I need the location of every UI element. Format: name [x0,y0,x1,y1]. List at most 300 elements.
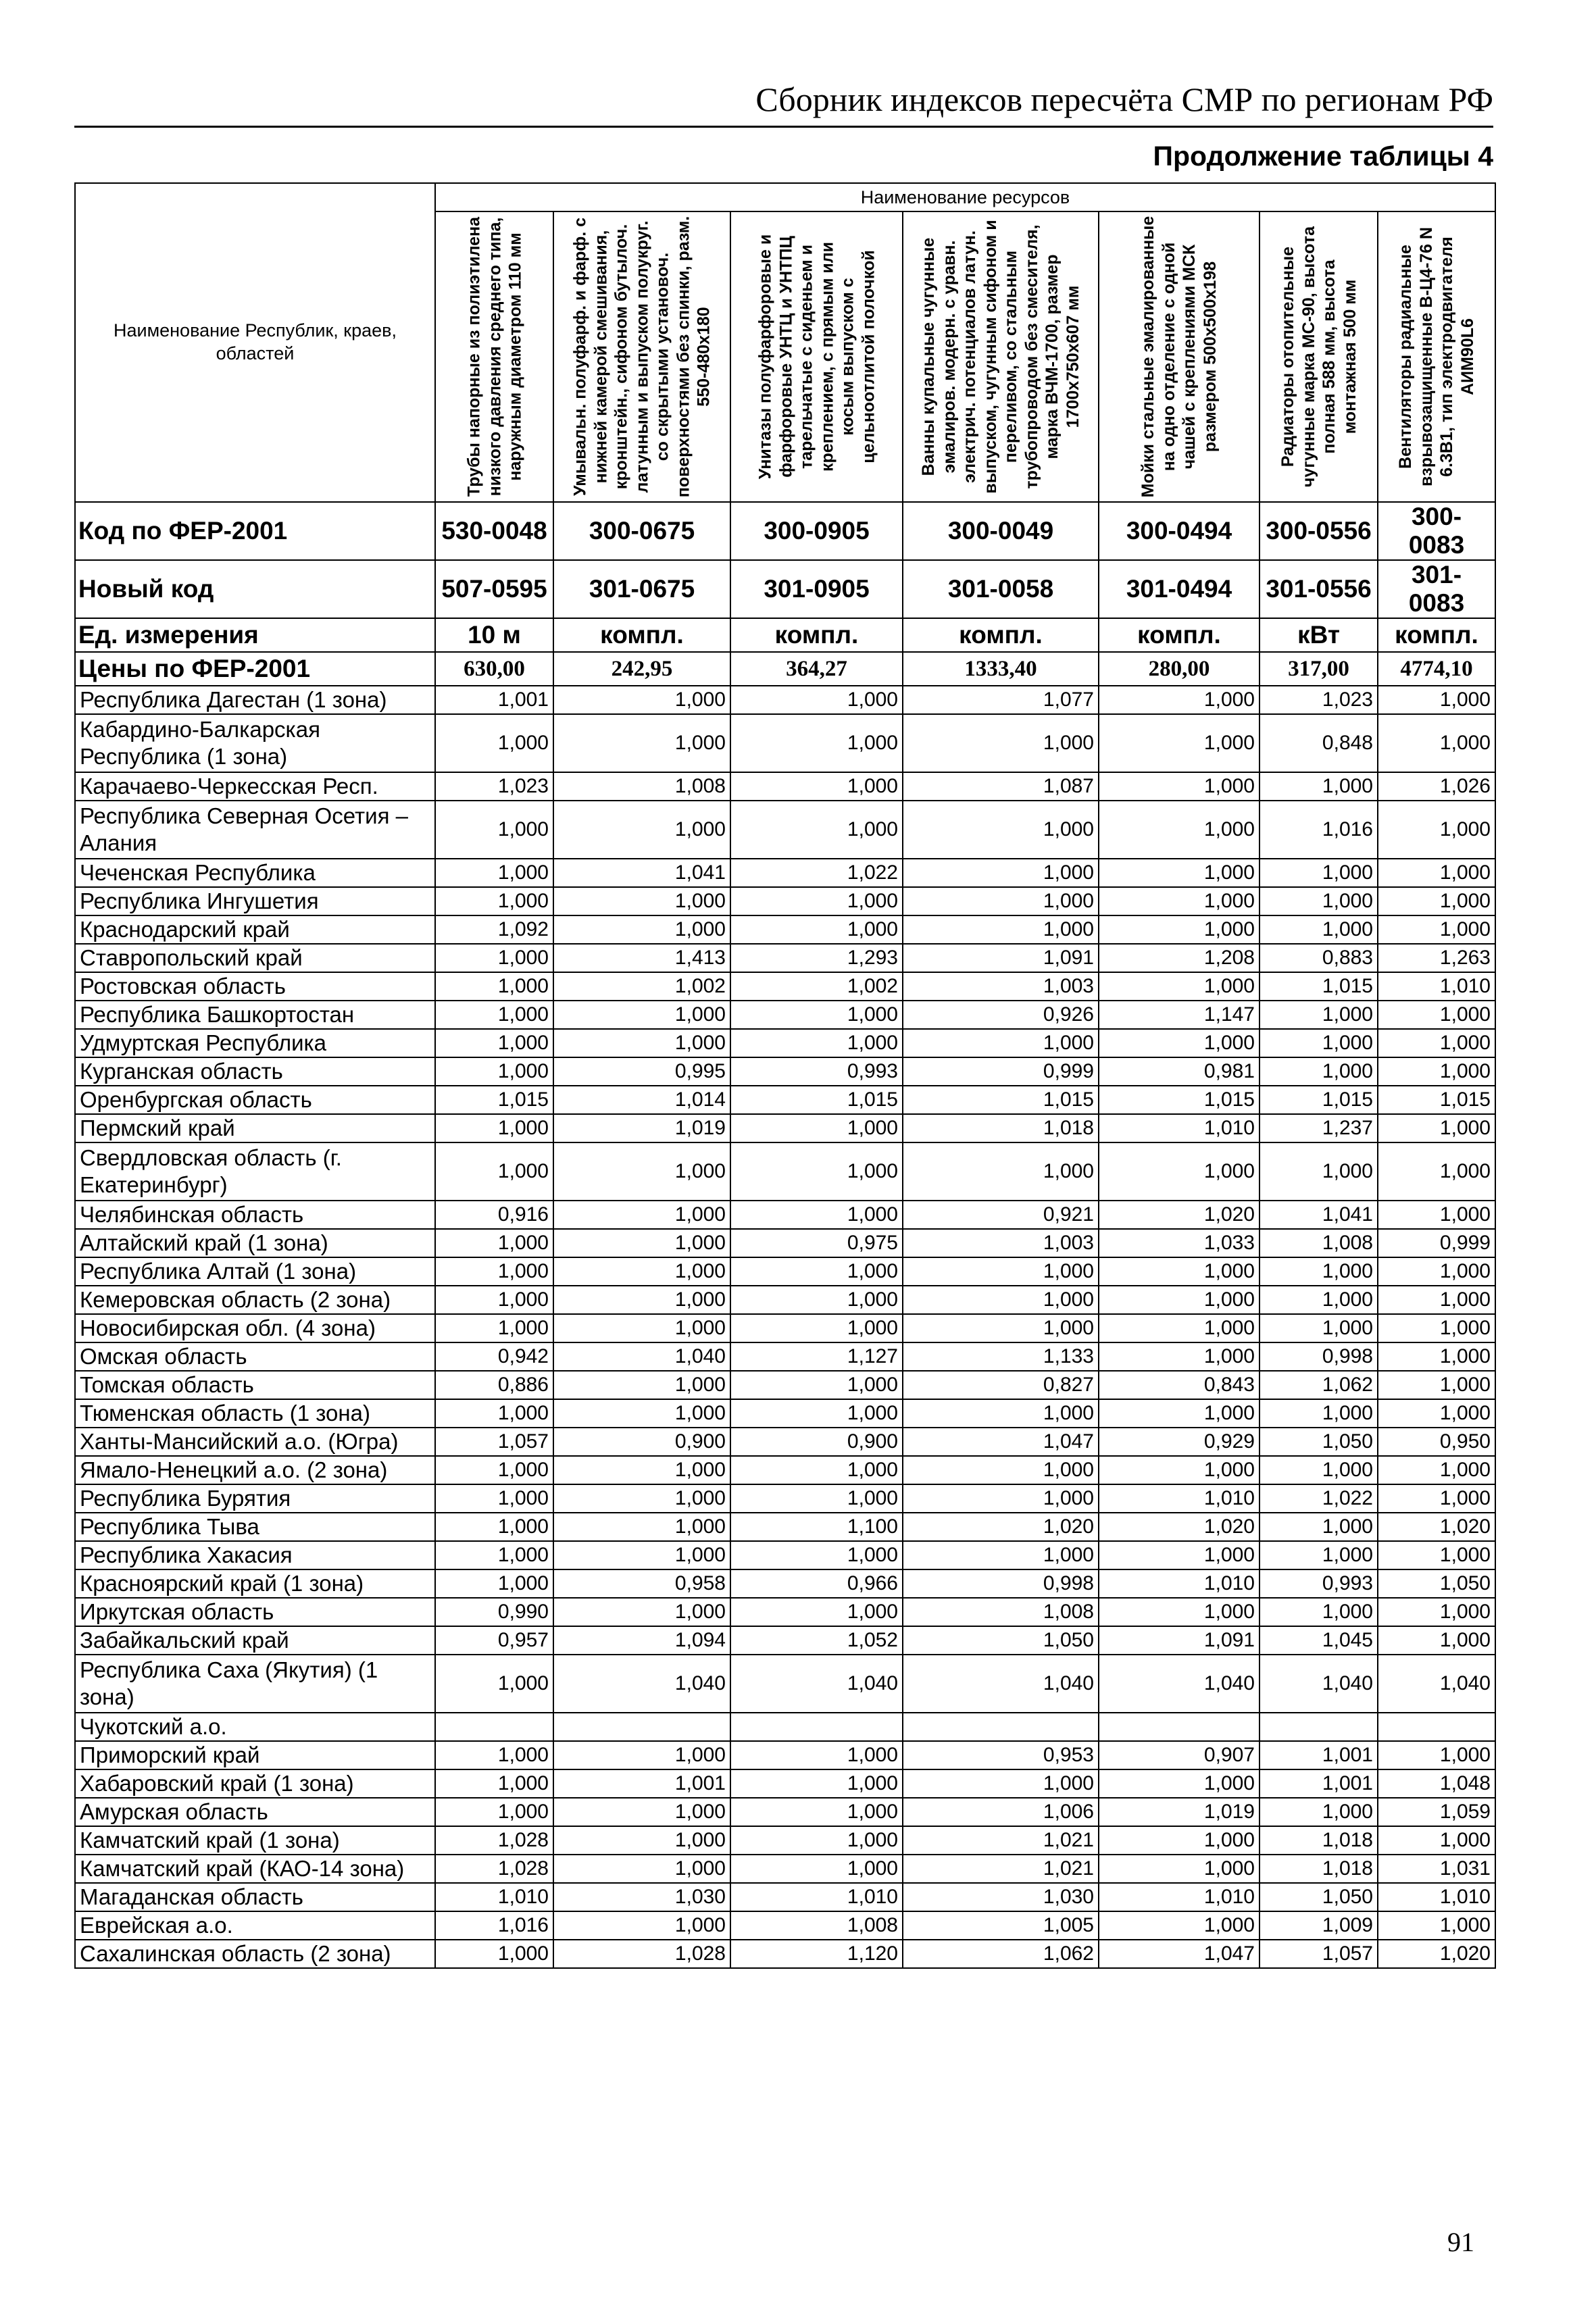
index-value: 1,000 [435,887,553,915]
table-row [75,1798,1495,1826]
index-value: 1,000 [553,1513,730,1541]
index-value: 1,000 [1260,1286,1378,1314]
index-value: 1,045 [1260,1626,1378,1655]
index-value: 1,010 [435,1883,553,1911]
index-value: 1,001 [1260,1741,1378,1769]
table-row [75,1713,1495,1741]
index-value: 1,000 [1378,1114,1495,1142]
region-name: Курганская область [75,1057,435,1086]
table-row [75,1741,1495,1769]
index-value: 1,062 [903,1940,1099,1968]
index-table-container [74,182,1496,1969]
table-row [75,1655,1495,1713]
meta-value: 301-0494 [1099,560,1260,618]
table-row [75,859,1495,887]
index-value: 1,000 [730,1798,903,1826]
index-value [1260,1713,1378,1741]
index-value: 1,293 [730,944,903,972]
index-value: 1,413 [553,944,730,972]
index-value: 1,000 [1099,1399,1260,1428]
index-value: 1,000 [435,1940,553,1968]
index-value: 1,000 [435,1257,553,1286]
index-value: 1,050 [1260,1883,1378,1911]
index-value: 1,020 [1099,1513,1260,1541]
index-value: 1,015 [1260,972,1378,1001]
index-value: 1,040 [1260,1655,1378,1713]
index-value: 1,040 [1378,1655,1495,1713]
resource-column-header [553,211,730,502]
region-name: Челябинская область [75,1201,435,1229]
index-value: 1,000 [435,1029,553,1057]
index-value: 0,921 [903,1201,1099,1229]
meta-value: 301-0083 [1378,560,1495,618]
index-value: 1,019 [1099,1798,1260,1826]
index-value: 1,000 [1378,1057,1495,1086]
meta-value: кВт [1260,618,1378,652]
index-value: 1,008 [903,1598,1099,1626]
index-value: 1,000 [435,1142,553,1201]
index-value: 1,000 [435,1286,553,1314]
index-value: 1,127 [730,1342,903,1371]
index-value: 1,002 [553,972,730,1001]
index-value: 1,000 [1378,1371,1495,1399]
resource-column-header [1378,211,1495,502]
index-value: 1,000 [903,1769,1099,1798]
index-value: 1,000 [435,1569,553,1598]
region-name: Республика Тыва [75,1513,435,1541]
index-value: 1,094 [553,1626,730,1655]
index-value: 1,000 [435,1001,553,1029]
index-value: 1,000 [1099,915,1260,944]
region-name: Оренбургская область [75,1086,435,1114]
meta-value: компл. [1099,618,1260,652]
index-value: 0,926 [903,1001,1099,1029]
index-value: 1,000 [903,859,1099,887]
meta-value: 300-0083 [1378,502,1495,560]
index-value: 1,000 [730,1741,903,1769]
index-value: 1,052 [730,1626,903,1655]
index-value: 1,000 [1378,1456,1495,1484]
index-value: 1,018 [1260,1855,1378,1883]
index-value: 1,000 [1260,859,1378,887]
meta-value: 630,00 [435,652,553,686]
index-value: 1,000 [903,801,1099,859]
region-name: Тюменская область (1 зона) [75,1399,435,1428]
index-value: 1,026 [1378,772,1495,801]
table-row [75,1057,1495,1086]
index-value: 1,000 [553,686,730,714]
table-row [75,1484,1495,1513]
index-value [435,1713,553,1741]
index-value: 1,015 [1099,1086,1260,1114]
index-value: 0,900 [553,1428,730,1456]
region-name: Сахалинская область (2 зона) [75,1940,435,1968]
table-row [75,887,1495,915]
index-value: 1,000 [1260,887,1378,915]
index-value: 1,000 [903,1484,1099,1513]
index-value: 1,000 [1378,801,1495,859]
index-value: 0,958 [553,1569,730,1598]
index-value: 1,000 [1099,1314,1260,1342]
index-value: 1,000 [1260,915,1378,944]
index-value: 1,000 [730,1257,903,1286]
region-column-header: Наименование Республик, краев, областей [75,183,435,502]
index-value: 1,000 [1099,772,1260,801]
table-row [75,1142,1495,1201]
resource-column-title: Унитазы полуфарфоровые и фарфоровые УНТЦ и УНТПЦ тарельчатые с сиденьем и креплением, с прямым или косым выпуском с цельноотлитой полочкой [755,234,878,480]
index-value: 1,000 [553,1399,730,1428]
new-code-row [75,560,1495,618]
index-value: 1,002 [730,972,903,1001]
meta-value: 242,95 [553,652,730,686]
index-value: 1,077 [903,686,1099,714]
collection-title: Сборник индексов пересчёта СМР по регионам РФ [755,80,1493,118]
index-value: 1,091 [903,944,1099,972]
region-name: Краснодарский край [75,915,435,944]
index-value: 1,000 [1260,1029,1378,1057]
index-value: 1,000 [553,1229,730,1257]
table-row [75,1598,1495,1626]
region-name: Свердловская область (г. Екатеринбург) [75,1142,435,1201]
index-value: 0,907 [1099,1741,1260,1769]
index-value: 0,950 [1378,1428,1495,1456]
index-value: 1,000 [1099,1541,1260,1569]
index-value: 1,000 [1099,686,1260,714]
index-value: 1,000 [1260,1598,1378,1626]
index-value: 0,999 [903,1057,1099,1086]
index-value: 0,990 [435,1598,553,1626]
table-row [75,1314,1495,1342]
index-value: 1,000 [553,1001,730,1029]
meta-value: компл. [553,618,730,652]
price-row [75,652,1495,686]
index-value: 1,000 [1260,1001,1378,1029]
index-value: 1,050 [903,1626,1099,1655]
index-value: 1,087 [903,772,1099,801]
meta-value: 364,27 [730,652,903,686]
index-value: 1,010 [1099,1484,1260,1513]
region-name: Республика Бурятия [75,1484,435,1513]
region-name: Магаданская область [75,1883,435,1911]
table-row [75,1399,1495,1428]
index-value: 1,000 [435,1655,553,1713]
index-value: 1,000 [730,1001,903,1029]
index-value: 0,999 [1378,1229,1495,1257]
index-value: 1,000 [730,915,903,944]
index-value: 1,000 [435,1314,553,1342]
index-value: 1,016 [435,1911,553,1940]
region-name: Кабардино-Балкарская Республика (1 зона) [75,714,435,772]
index-value: 1,028 [553,1940,730,1968]
index-value: 1,000 [730,1826,903,1855]
meta-value: компл. [903,618,1099,652]
region-name: Чеченская Республика [75,859,435,887]
region-name: Еврейская а.о. [75,1911,435,1940]
index-value: 1,000 [435,714,553,772]
table-row [75,1086,1495,1114]
table-row [75,972,1495,1001]
meta-value: 10 м [435,618,553,652]
index-value: 1,208 [1099,944,1260,972]
index-value: 1,000 [553,1484,730,1513]
index-value: 1,000 [553,1826,730,1855]
index-value: 0,957 [435,1626,553,1655]
index-value: 1,000 [1378,1257,1495,1286]
index-value: 1,010 [1099,1883,1260,1911]
index-value: 1,133 [903,1342,1099,1371]
region-name: Хабаровский край (1 зона) [75,1769,435,1798]
region-name: Новосибирская обл. (4 зона) [75,1314,435,1342]
index-value: 1,000 [1099,1911,1260,1940]
meta-label: Новый код [75,560,435,618]
index-value: 1,050 [1378,1569,1495,1598]
region-name: Амурская область [75,1798,435,1826]
index-value: 1,000 [435,1741,553,1769]
table-row [75,1001,1495,1029]
index-value: 1,041 [553,859,730,887]
index-value: 1,021 [903,1855,1099,1883]
index-value: 1,033 [1099,1229,1260,1257]
table-row [75,1541,1495,1569]
index-value: 1,057 [1260,1940,1378,1968]
index-value: 0,995 [553,1057,730,1086]
meta-value: компл. [730,618,903,652]
index-value: 1,062 [1260,1371,1378,1399]
index-value: 1,000 [553,1598,730,1626]
resource-column-header [730,211,903,502]
index-value: 1,000 [435,1399,553,1428]
index-value: 1,016 [1260,801,1378,859]
index-value: 1,040 [553,1342,730,1371]
resource-column-title: Радиаторы отопительные чугунные марка МС-90, высота полная 588 мм, высота монтажная 500 мм [1278,226,1359,488]
table-row [75,801,1495,859]
index-value: 1,000 [730,1484,903,1513]
table-row [75,1911,1495,1940]
index-value: 1,023 [1260,686,1378,714]
index-value: 1,020 [903,1513,1099,1541]
index-value: 1,020 [1099,1201,1260,1229]
index-value: 1,000 [1378,1598,1495,1626]
index-value: 1,000 [730,714,903,772]
index-value: 1,040 [730,1655,903,1713]
index-value: 1,000 [553,1201,730,1229]
region-name: Ставропольский край [75,944,435,972]
meta-value: 300-0556 [1260,502,1378,560]
index-value: 1,000 [553,1855,730,1883]
table-row [75,772,1495,801]
index-value: 1,000 [1378,1626,1495,1655]
index-value: 1,000 [903,1456,1099,1484]
index-value: 1,050 [1260,1428,1378,1456]
region-name: Камчатский край (КАО-14 зона) [75,1855,435,1883]
index-value: 1,000 [1260,1057,1378,1086]
index-value [1099,1713,1260,1741]
index-value: 1,047 [1099,1940,1260,1968]
index-value: 1,000 [1099,714,1260,772]
meta-value: 300-0675 [553,502,730,560]
resource-column-title: Ванны купальные чугунные эмалиров. модерн. с уравн. электрич. потенциалов латун. выпуском, чугунным сифоном и переливом, со стальным трубопроводом без смесителя, марка ВЧМ-1700, размер 1700х750х607 мм [919,220,1082,494]
index-value: 1,000 [903,1257,1099,1286]
table-row [75,1371,1495,1399]
index-value: 1,000 [903,1314,1099,1342]
index-value: 1,015 [903,1086,1099,1114]
index-value: 1,000 [553,801,730,859]
index-value: 1,000 [730,1314,903,1342]
table-header [75,183,1495,502]
index-table [74,182,1496,1969]
index-value: 1,000 [1260,772,1378,801]
region-name: Республика Башкортостан [75,1001,435,1029]
index-value: 1,020 [1378,1513,1495,1541]
index-value: 1,000 [1378,1201,1495,1229]
index-value: 1,000 [553,714,730,772]
index-value: 0,848 [1260,714,1378,772]
index-value: 1,000 [903,1029,1099,1057]
resource-column-header [435,211,553,502]
table-row [75,1940,1495,1968]
index-value: 1,000 [1099,1029,1260,1057]
index-value: 1,000 [553,887,730,915]
region-name: Ханты-Мансийский а.о. (Югра) [75,1428,435,1456]
index-value: 1,023 [435,772,553,801]
index-value: 1,000 [730,1456,903,1484]
meta-label: Код по ФЕР-2001 [75,502,435,560]
region-name: Республика Алтай (1 зона) [75,1257,435,1286]
index-value: 0,953 [903,1741,1099,1769]
meta-label: Ед. измерения [75,618,435,652]
resources-header: Наименование ресурсов [435,183,1495,211]
resource-column-title: Вентиляторы радиальные взрывозащищенные В-Ц4-76 N 6.3В1, тип электродвигателя АИМ90L6 [1396,227,1477,486]
table-row [75,1029,1495,1057]
table-row [75,1114,1495,1142]
region-name: Республика Дагестан (1 зона) [75,686,435,714]
index-value: 1,022 [730,859,903,887]
index-value [730,1713,903,1741]
index-value: 1,000 [435,1229,553,1257]
index-value: 1,015 [730,1086,903,1114]
index-value: 1,047 [903,1428,1099,1456]
index-value: 1,008 [1260,1229,1378,1257]
meta-value: 317,00 [1260,652,1378,686]
index-value: 1,000 [730,1598,903,1626]
unit-row [75,618,1495,652]
index-value: 1,000 [730,1399,903,1428]
index-value: 1,000 [730,887,903,915]
index-value: 1,000 [1099,972,1260,1001]
index-value: 1,000 [730,1029,903,1057]
index-value: 1,041 [1260,1201,1378,1229]
table-row [75,1569,1495,1598]
index-value: 1,010 [1378,972,1495,1001]
region-name: Иркутская область [75,1598,435,1626]
index-value: 1,000 [1378,1911,1495,1940]
region-name: Ямало-Ненецкий а.о. (2 зона) [75,1456,435,1484]
index-value: 1,092 [435,915,553,944]
index-value: 1,000 [1378,1484,1495,1513]
index-value: 1,003 [903,972,1099,1001]
table-row [75,944,1495,972]
index-value: 1,000 [1260,1456,1378,1484]
index-value: 1,000 [1099,1286,1260,1314]
meta-value: 300-0494 [1099,502,1260,560]
index-value: 1,000 [1378,887,1495,915]
index-value: 1,263 [1378,944,1495,972]
index-value: 1,010 [1378,1883,1495,1911]
meta-value: 280,00 [1099,652,1260,686]
index-value: 1,000 [730,772,903,801]
index-value: 1,000 [1378,714,1495,772]
resource-column-title: Умывальн. полуфарф. и фарф. с нижней камерой смешивания, кронштейн., сифоном бутылоч. латунным и выпуском полукруг. со скрытыми установоч. поверхностями без спинки, разм. 550-480х180 [570,216,714,498]
index-value: 1,000 [435,1798,553,1826]
table-row [75,714,1495,772]
index-value: 1,000 [1099,1826,1260,1855]
index-value: 1,000 [1378,859,1495,887]
index-value: 1,028 [435,1826,553,1855]
region-name: Омская область [75,1342,435,1371]
meta-value: 301-0675 [553,560,730,618]
index-value: 1,001 [1260,1769,1378,1798]
index-value: 1,000 [553,1314,730,1342]
index-value: 1,018 [1260,1826,1378,1855]
region-name: Алтайский край (1 зона) [75,1229,435,1257]
index-value: 1,000 [1260,1541,1378,1569]
index-value: 0,993 [730,1057,903,1086]
meta-value: 300-0049 [903,502,1099,560]
region-name: Ростовская область [75,972,435,1001]
index-value: 1,010 [730,1883,903,1911]
index-value: 1,028 [435,1855,553,1883]
region-name: Чукотский а.о. [75,1713,435,1741]
index-value: 1,015 [1260,1086,1378,1114]
index-value: 1,000 [1099,887,1260,915]
index-value: 1,000 [903,887,1099,915]
index-value: 1,059 [1378,1798,1495,1826]
index-value: 1,040 [1099,1655,1260,1713]
index-value: 1,000 [553,1798,730,1826]
table-body [75,502,1495,1968]
meta-value: 4774,10 [1378,652,1495,686]
index-value: 1,000 [730,1371,903,1399]
index-value: 1,015 [435,1086,553,1114]
header-divider [74,126,1493,128]
index-value: 1,000 [903,1399,1099,1428]
index-value: 0,827 [903,1371,1099,1399]
index-value: 1,000 [1378,915,1495,944]
index-value: 1,001 [553,1769,730,1798]
index-value: 1,001 [435,686,553,714]
table-row [75,1513,1495,1541]
index-value: 1,019 [553,1114,730,1142]
index-value: 1,091 [1099,1626,1260,1655]
meta-value: 1333,40 [903,652,1099,686]
table-row [75,1257,1495,1286]
index-value: 1,237 [1260,1114,1378,1142]
table-row [75,1229,1495,1257]
index-value: 1,000 [553,1911,730,1940]
index-value: 0,998 [903,1569,1099,1598]
index-value: 0,883 [1260,944,1378,972]
index-value: 1,000 [1099,1342,1260,1371]
index-value: 1,008 [730,1911,903,1940]
index-value: 1,000 [903,915,1099,944]
index-value: 0,981 [1099,1057,1260,1086]
region-name: Пермский край [75,1114,435,1142]
index-value: 1,015 [1378,1086,1495,1114]
index-value: 0,929 [1099,1428,1260,1456]
index-value: 1,000 [730,1541,903,1569]
index-value: 1,014 [553,1086,730,1114]
index-value: 1,000 [553,1142,730,1201]
